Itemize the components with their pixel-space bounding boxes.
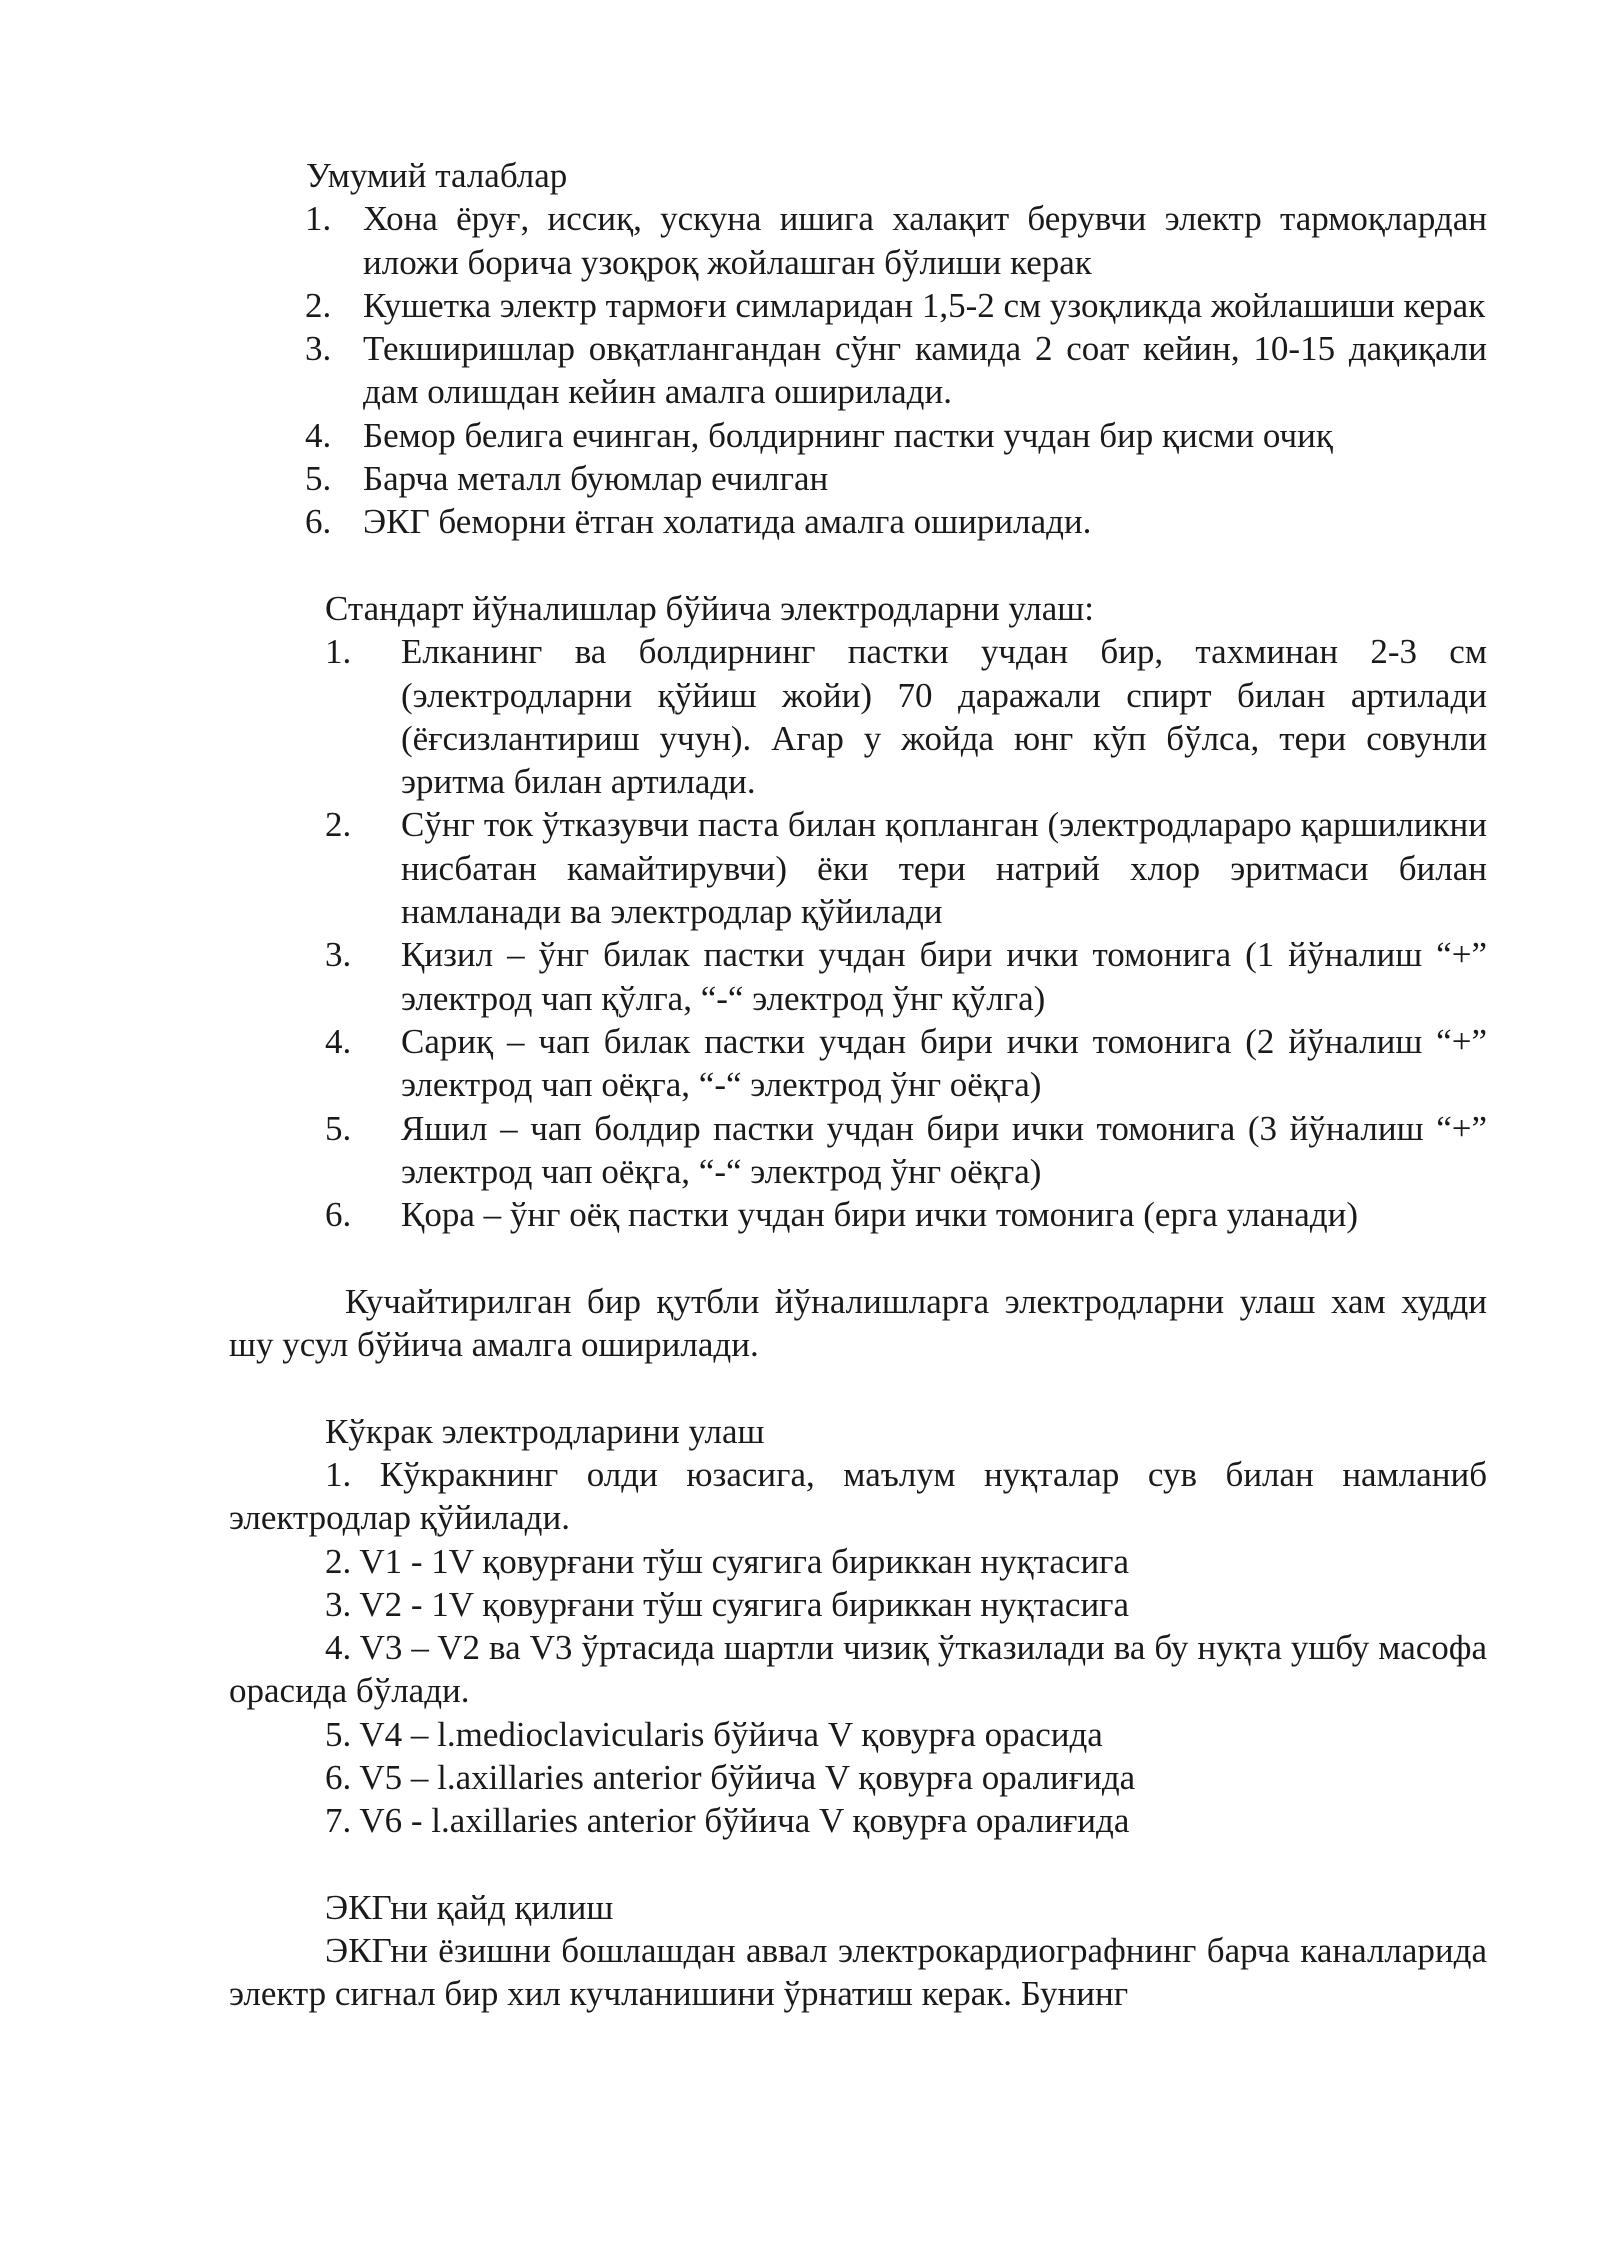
item-number: 3. [325,935,352,975]
item-text: Қора – ўнг оёқ пастки учдан бири ички томонига (ерга уланади) [401,1195,1359,1235]
item-text: Кушетка электр тармоғи симларидан 1,5-2 см узоқликда жойлашиши керак [363,285,1486,325]
list-item [229,1193,1487,1236]
section-heading-standard-leads: Стандарт йўналишлар бўйича электродларни улаш: [325,588,1094,628]
item-number: 4. [325,1021,352,1061]
list-item [229,457,1487,500]
section-heading-ecg-recording: ЭКГни қайд қилиш [325,1887,614,1927]
section-heading-chest-electrodes: Кўкрак электродларини улаш [325,1411,765,1451]
chest-step-7: 7. V6 - l.axillaries anterior бўйича V қовурға оралиғида [325,1801,1130,1841]
item-text: ЭКГ беморни ётган холатида амалга оширилади. [363,502,1092,542]
item-number: 5. [305,459,332,499]
list-item [229,933,1487,1020]
chest-step-3: 3. V2 - 1V қовурғани тўш суягига бириккан нуқтасига [325,1584,1130,1624]
item-number: 4. [305,415,332,455]
item-text: Елканинг ва болдирнинг пастки учдан бир, тахминан 2-3 см (электродларни қўйиш жойи) 70 даражали спирт билан артилади (ёғсизлантириш учун). Агар у жойда юнг кўп бўлса, тери совунли эритма билан артилади. [401,632,1487,802]
chest-step-4: 4. V3 – V2 ва V3 ўртасида шартли чизиқ ўтказилади ва бу нуқта ушбу масофа орасида бўлади. [229,1628,1487,1711]
item-text: Сўнг ток ўтказувчи паста билан қопланган (электродлараро қаршиликни нисбатан камайтирувчи) ёки тери натрий хлор эритмаси билан намланади ва электродлар қўйилади [401,805,1487,932]
chest-step-2: 2. V1 - 1V қовурғани тўш суягига бириккан нуқтасига [325,1541,1130,1581]
paragraph-augmented-leads: Кучайтирилган бир қутбли йўналишларга электродларни улаш хам худди шу усул бўйича амалга оширилади. [229,1281,1487,1365]
chest-step-1: 1. Кўкракнинг олди юзасига, маълум нуқталар сув билан намланиб электродлар қўйилади. [229,1454,1487,1538]
item-text: Яшил – чап болдир пастки учдан бири ички томонига (3 йўналиш “+” электрод чап оёқга, “-“ электрод ўнг оёқга) [401,1108,1487,1191]
item-text: Текширишлар овқатлангандан сўнг камида 2 соат кейин, 10-15 дақиқали дам олишдан кейин амалга оширилади. [363,329,1487,412]
chest-step-5: 5. V4 – l.medioclavicularis бўйича V қовурға орасида [325,1714,1103,1754]
item-number: 6. [305,502,332,542]
item-number: 6. [325,1195,352,1235]
item-number: 5. [325,1108,352,1148]
item-text: Барча металл буюмлар ечилган [363,459,829,499]
ecg-recording-paragraph: ЭКГни ёзишни бошлашдан аввал электрокардиографнинг барча каналларида электр сигнал бир хил кучланишини ўрнатиш керак. Бунинг [229,1931,1487,2014]
list-item [229,803,1487,933]
standard-leads-list [229,630,1487,1236]
item-text: Қизил – ўнг билак пастки учдан бири ички томонига (1 йўналиш “+” электрод чап қўлга, “-“ электрод ўнг қўлга) [401,935,1487,1018]
general-requirements-list [229,197,1487,543]
list-item [229,197,1487,284]
spacer [229,544,1487,587]
list-item [229,414,1487,457]
spacer [229,1366,1487,1409]
item-number: 2. [305,285,332,325]
spacer [229,1236,1487,1279]
item-text: Сариқ – чап билак пастки учдан бири ички томонига (2 йўналиш “+” электрод чап оёқга, “-“ электрод ўнг оёқга) [401,1021,1487,1105]
chest-step-6: 6. V5 – l.axillaries anterior бўйича V қовурға оралиғида [325,1757,1136,1797]
spacer [229,1843,1487,1886]
item-number: 1. [305,199,332,239]
item-text: Хона ёруғ, иссиқ, ускуна ишига халақит берувчи электр тармоқлардан иложи борича узоқроқ жойлашган бўлиши керак [363,199,1487,282]
list-item [229,1107,1487,1194]
document-body [229,154,1487,2016]
item-number: 1. [325,632,352,672]
list-item [229,500,1487,543]
list-item [229,630,1487,803]
list-item [229,284,1487,327]
item-number: 3. [305,329,332,369]
section-heading-general: Умумий талаблар [306,156,568,195]
list-item [229,1020,1487,1107]
item-text: Бемор белига ечинган, болдирнинг пастки учдан бир қисми очиқ [363,415,1333,455]
list-item [229,327,1487,414]
item-number: 2. [325,805,352,845]
